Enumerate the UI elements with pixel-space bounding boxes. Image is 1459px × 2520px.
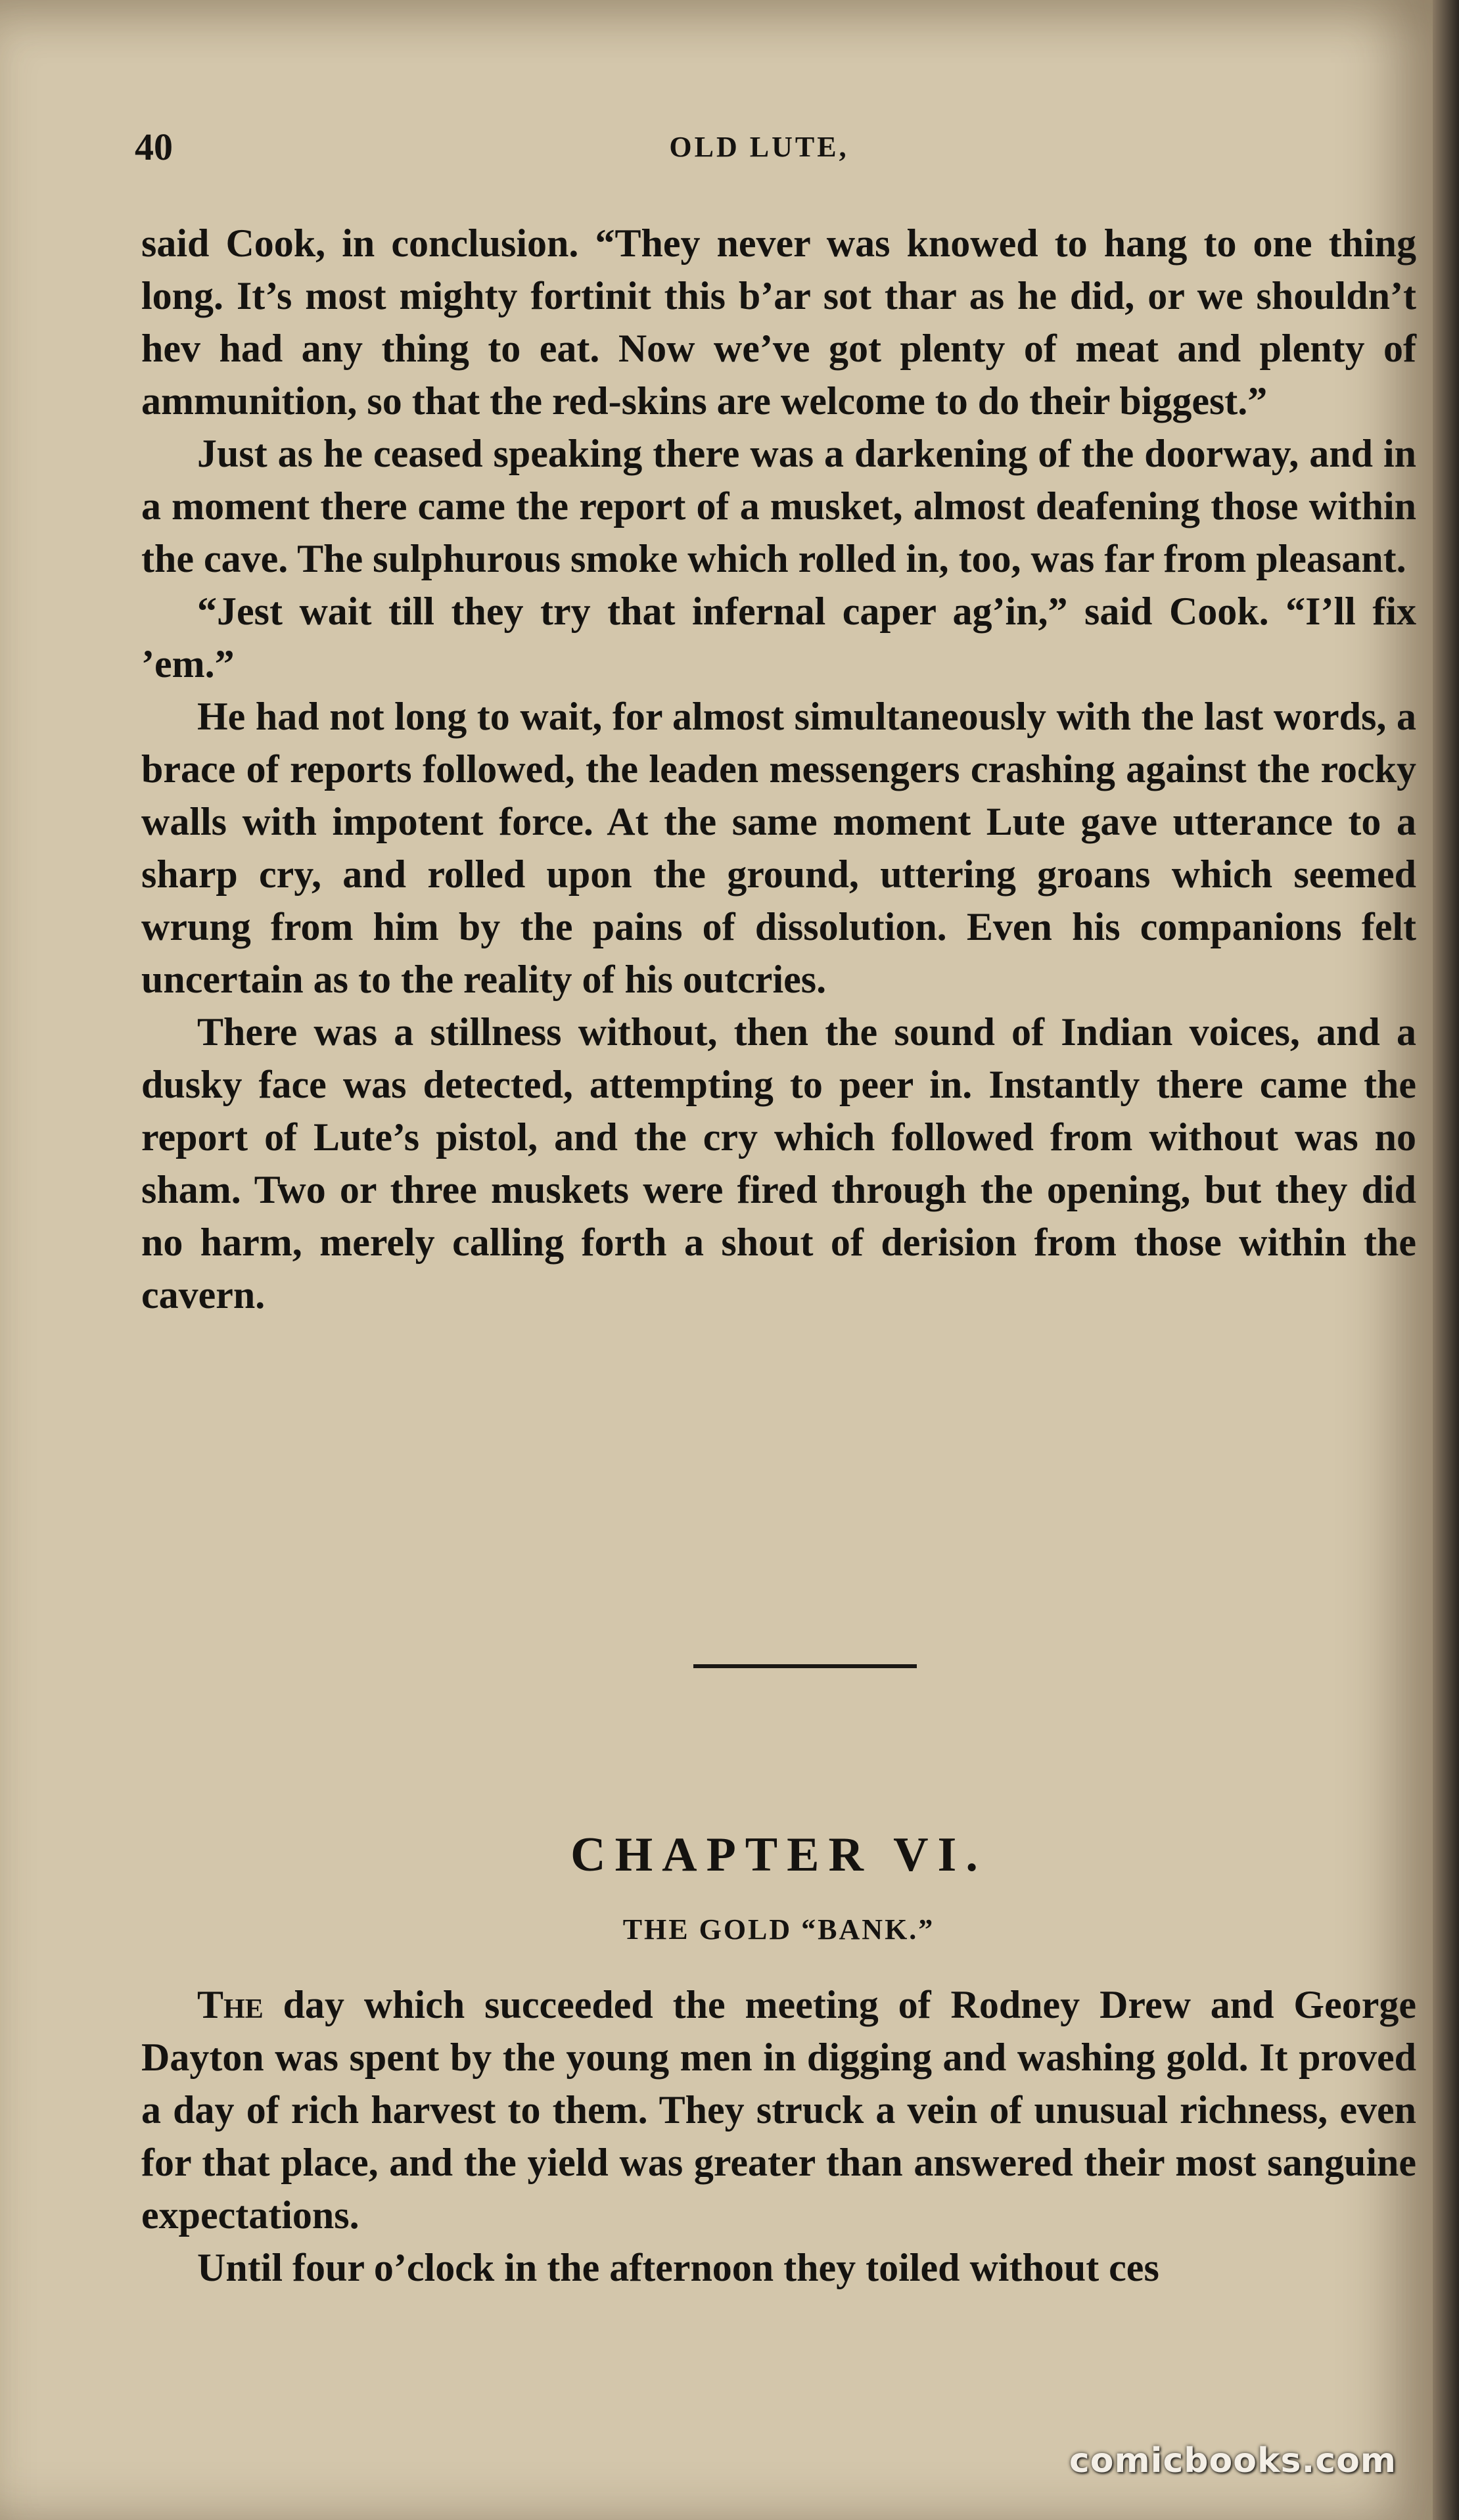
page-number: 40: [135, 126, 173, 168]
section-divider: [693, 1664, 917, 1668]
chapter-text: [141, 1978, 1416, 2294]
running-head: OLD LUTE,: [669, 131, 849, 163]
page-header: [135, 125, 1416, 171]
paragraph: Just as he ceased speaking there was a darkening of the doorway, and in a moment there came the report of a musket, almost deafening those within the cave. The sulphurous smoke which rolled in, too, was far from pleasant.: [141, 432, 1416, 580]
watermark: comicbooks.com: [1069, 2441, 1397, 2481]
paragraph: He had not long to wait, for almost simultaneously with the last words, a brace of reports followed, the leaden messengers crashing against the rocky walls with impotent force. At the same moment Lute gave utterance to a sharp cry, and rolled upon the ground, uttering groans which seemed wrung from him by the pains of dissolution. Even his companions felt uncertain as to the reality of his outcries.: [141, 695, 1416, 1001]
paragraph: Until four o’clock in the afternoon they toiled without ces: [197, 2246, 1159, 2289]
paragraph: [141, 1978, 1416, 2241]
chapter-first-word: The: [197, 1983, 264, 2026]
paragraph: said Cook, in conclusion. “They never was knowed to hang to one thing long. It’s most mighty fortinit this b’ar sot thar as he did, or we shouldn’t hev had any thing to eat. Now we’ve got plenty of meat and plenty of ammunition, so that the red-skins are welcome to do their biggest.”: [141, 222, 1416, 423]
body-text: [141, 217, 1416, 1321]
paragraph: There was a stillness without, then the sound of Indian voices, and a dusky face was detected, attempting to peer in. Instantly there came the report of Lute’s pistol, and the cry which followed from without was no sham. Two or three muskets were fired through the opening, but they did no harm, merely calling forth a shout of derision from those within the cavern.: [141, 1010, 1416, 1317]
chapter-paragraph-text: day which succeeded the meeting of Rodney Drew and George Dayton was spent by the young men in digging and washing gold. It proved a day of rich harvest to them. They struck a vein of unusual richness, even for that place, and the yield was greater than answered their most sanguine expectations.: [141, 1983, 1416, 2237]
chapter-subtitle: THE GOLD “BANK.”: [622, 1913, 935, 1946]
paragraph: “Jest wait till they try that infernal caper ag’in,” said Cook. “I’ll fix ’em.”: [141, 590, 1416, 686]
chapter-title: CHAPTER VI.: [570, 1828, 987, 1882]
book-spine: [1433, 0, 1459, 2520]
